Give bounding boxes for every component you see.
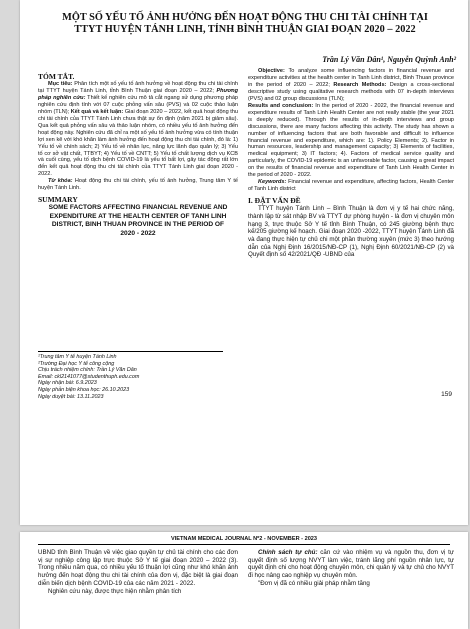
left-column bbox=[38, 72, 238, 239]
journal-header: VIETNAM MEDICAL JOURNAL Nº2 - NOVEMBER - 2023 bbox=[170, 536, 318, 542]
keywords-en-label: Keywords: bbox=[258, 179, 287, 186]
method-text: Design a cross-sectional descriptive study using qualitative research methods with 07 in-depth interviews (PVS) and 02 group discussions (TLN); bbox=[248, 81, 454, 102]
abstract-en-body bbox=[248, 68, 454, 103]
autonomy-policy-label: Chính sách tự chủ: bbox=[258, 549, 318, 556]
footnote-received-date: Ngày nhận bài: 6.9.2023 bbox=[38, 380, 97, 387]
method-label: Research Methods: bbox=[329, 81, 387, 88]
abstract-vi-body bbox=[38, 81, 238, 178]
page-2 bbox=[20, 532, 468, 629]
header-rule bbox=[38, 544, 450, 545]
summary-heading: SUMMARY bbox=[38, 195, 78, 205]
page-2-right-para bbox=[248, 549, 454, 580]
result-vi-label: Kết quả và kết luận: bbox=[69, 108, 124, 115]
keywords-vi-text: Hoạt động thu chi tài chính, yếu tố ảnh hưởng, Trung tâm Y tế huyện Tánh Linh. bbox=[38, 178, 238, 192]
page-2-left-column bbox=[38, 549, 238, 595]
footnote-approved-date: Ngày duyệt bài: 13.11.2023 bbox=[38, 393, 104, 400]
page-2-right-column bbox=[248, 549, 454, 588]
abstract-vi-heading: TÓM TẮT. bbox=[38, 72, 75, 81]
autonomy-policy-text: căn cứ vào nhiệm vụ và nguồn thu, đơn vị tự quyết định số lượng NVYT làm việc, tránh lãng phí nguồn nhân lực, tự quyết định chi cho hoạt động chuyên môn, chi quản lý và tự chủ cho NVYT đi học nâng cao nghiệp vụ chuyên môn. bbox=[248, 549, 454, 580]
objective-vi-text: Phân tích một số yếu tố ảnh hưởng về hoạt động thu chi tài chính tại TTYT huyện Tánh Linh, tỉnh Bình Thuận giai đoạn 2020 – 2022; bbox=[38, 81, 238, 94]
keywords-en-text: Financial revenue and expenditure, affecting factors, Health Center of Tanh Linh district bbox=[248, 179, 454, 193]
method-vi-text: Thiết kế nghiên cứu mô tả cắt ngang sử dụng phương pháp nghiên cứu định tính với 07 cuộc phỏng vấn sâu (PVS) và 02 cuộc thảo luận nhóm (TLN); bbox=[38, 94, 238, 115]
results-paragraph bbox=[248, 103, 454, 179]
article-title: MỘT SỐ YẾU TỐ ẢNH HƯỞNG ĐẾN HOẠT ĐỘNG THU CHI TÀI CHÍNH TẠI TTYT HUYỆN TÁNH LINH, TỈNH BÌNH THUẬN GIAI ĐOẠN 2020 – 2022 bbox=[62, 12, 428, 35]
footnotes bbox=[38, 351, 223, 400]
page-2-left-text: UBND tỉnh Bình Thuận về việc giao quyền tự chủ tài chính cho các đơn vị sự nghiệp công lập trực thuộc Sở Y tế giai đoạn 2020 – 2022 (3). Trong nhiều năm qua, có nhiều yếu tố thuận lợi cũng như khó khăn ảnh hưởng đến hoạt động thu chi tài chính của đơn vị, đặc biệt là giai đoạn diễn biến dịch bệnh COVID-19 của các năm 2021 - 2022. bbox=[38, 549, 238, 587]
keywords-vi-label: Từ khóa: bbox=[48, 178, 73, 185]
summary-title: SOME FACTORS AFFECTING FINANCIAL REVENUE AND EXPENDITURE AT THE HEALTH CENTER OF TANH LINH DISTRICT, BINH THUAN PROVINCE IN THE PERIOD OF 2020 - 2022 bbox=[48, 204, 228, 238]
objective-label: Objective: bbox=[258, 68, 285, 74]
footnote-responsible-author: Chịu trách nhiệm chính: Trần Lý Văn Dân bbox=[38, 367, 137, 374]
page-number: 159 bbox=[441, 391, 452, 398]
page-2-left-cut: Nghiên cứu này, được thực hiện nhằm phân tích bbox=[48, 587, 182, 595]
method-vi-label: Phương pháp nghiên cứu: bbox=[38, 87, 238, 101]
objective-vi-label: Mục tiêu: bbox=[48, 81, 73, 87]
result-vi-text: Giai đoạn 2020 – 2022, kết quả hoạt động thu chi tài chính của TTYT Tánh Linh chưa thật sự ổn định (năm 2021 bị giảm sâu). Qua kết quả phỏng vấn sâu và thảo luận nhóm, có nhiều yếu tố ảnh hưởng đến hoạt động này. Nghiên cứu đã chỉ ra một số yếu tố ảnh hưởng vừa có tính thuận lợi xen kẽ với khó khăn làm ảnh hưởng đến hoạt động thu chi tài chính, đó là: 1) Yếu tố về chính sách; 2) Yếu tố về nhân lực, năng lực lãnh đạo quản lý; 3) Yếu tố cơ sở vật chất, TTBYT; 4) Yếu tố về CNTT; 5) Yếu tố chất lượng dịch vụ KCB và cuối cùng, yếu tố dịch bệnh COVID-19 là yếu tố bất lợi, gây tác động rất lớn đến kết quả hoạt động thu chi tài chính của TTYT Tánh Linh giai đoạn 2020 - 2022. bbox=[38, 108, 238, 178]
results-text: In the period of 2020 - 2022, the financial revenue and expenditure results of Tanh Linh Health Center are not really stable (the year 2021 is deeply reduced). Through the results of in-depth interviews and group discussions, there are many factors affecting this activity. The study has shown a number of influencing factors that are both favorable and difficult to influence financial revenue and expenditure, which are: 1). Policy Elements; 2). Factor in human resources, leadership and management capacity; 3) Elements of facilities, medical equipment; 3) IT factors; 4). Factors of medical service quality and particularly, the COVID-19 epidemic is an unfavorable factor, causing a great impact on the results of financial revenue and expenditure of Tanh Linh Health Center in the period of 2020 - 2022. bbox=[248, 102, 454, 179]
footnote-email: Email: ckl2141077@studenthuph.edu.com bbox=[38, 373, 140, 380]
authors: Trần Lý Văn Dân¹, Nguyễn Quỳnh Anh² bbox=[322, 55, 456, 64]
keywords-vi bbox=[38, 178, 238, 192]
objective-text: To analyze some influencing factors in financial revenue and expenditure activities at the health center in Tanh Linh district, Binh Thuan province in the period of 2020 – 2022; bbox=[248, 68, 454, 88]
results-label: Results and conclusion: bbox=[248, 102, 314, 109]
right-column bbox=[248, 68, 454, 259]
keywords-en bbox=[248, 179, 454, 193]
section-1-heading: I. ĐẶT VẤN ĐỀ bbox=[248, 196, 301, 206]
page-2-right-cut: "Đơn vị đã có nhiều giải pháp nhằm tăng bbox=[258, 579, 370, 587]
footnote-review-date: Ngày phản biện khoa học: 26.10.2023 bbox=[38, 386, 130, 393]
footnote-affiliation-2: ²Trường Đại học Y tế công cộng bbox=[38, 360, 115, 367]
section-1-text: TTYT huyện Tánh Linh – Bình Thuận là đơn vị y tế hai chức năng, thành lập từ sát nhập BV và TTYT dự phòng huyện - là đơn vị chuyên môn hạng 3, trực thuộc Sở Y tế tỉnh Bình Thuận, có 245 giường bệnh thực kế/205 giường kế hoạch. Giai đoạn 2020 -2022, TTYT huyện Tánh Linh đã và đang thực hiện tự chủ chi một phần thường xuyên (mức 3) theo hướng dẫn của Nghị Định 16/2015/NĐ-CP (1), Nghị Định 60/2021/NĐ-CP (2) và Quyết định số 42/2021/QĐ -UBND của bbox=[248, 205, 454, 259]
footnote-affiliation-1: ¹Trung tâm Y tế huyện Tánh Linh bbox=[38, 354, 117, 360]
page-1 bbox=[20, 0, 468, 525]
